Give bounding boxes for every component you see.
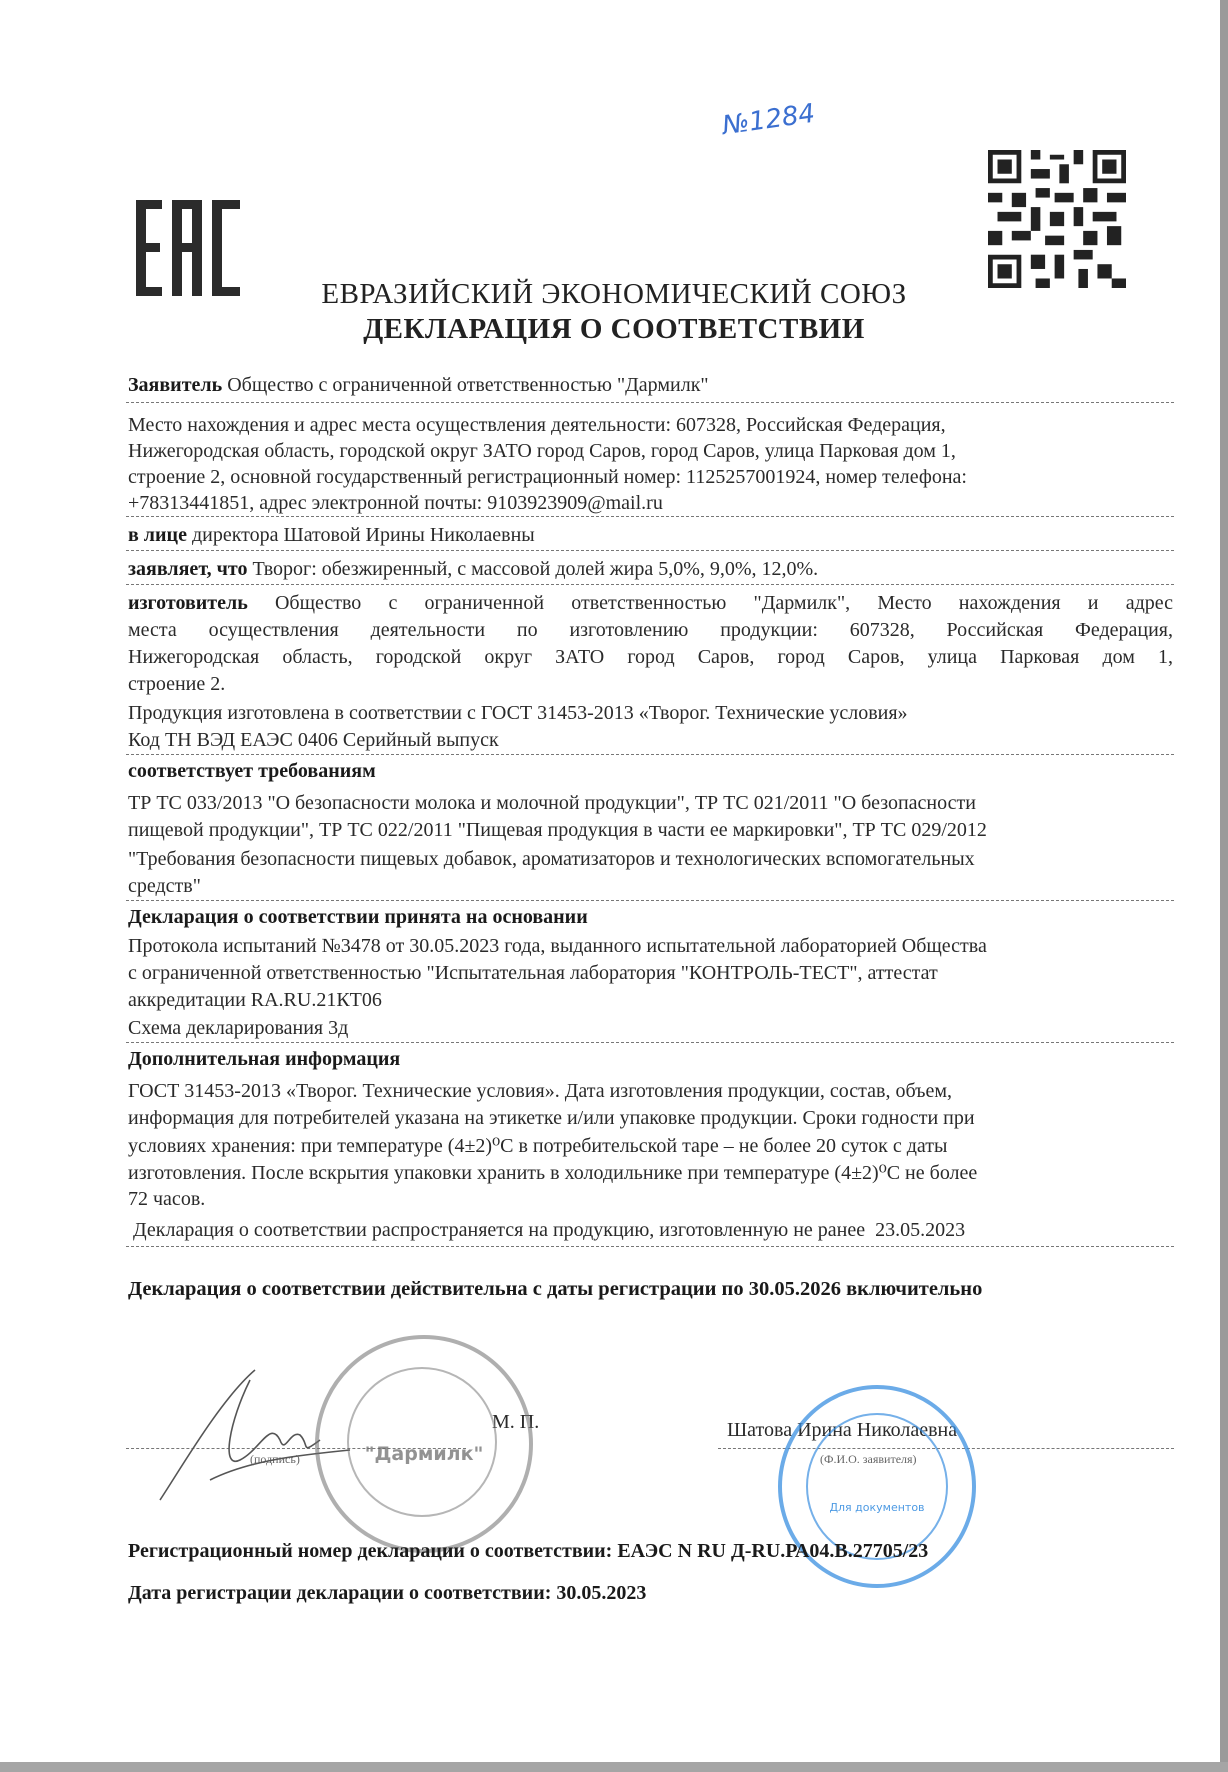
- divider: [126, 900, 1174, 901]
- stamp-place-mark: М. П.: [492, 1411, 540, 1433]
- divider: [126, 584, 1174, 585]
- represented-by-row: [128, 522, 1173, 548]
- requirements-line: пищевой продукции", ТР ТС 022/2011 "Пищевая продукция в части ее маркировки", ТР ТС 029/2012: [128, 819, 987, 841]
- divider: [126, 1246, 1174, 1247]
- represented-by-label: в лице: [128, 524, 187, 546]
- applies-to-products: Декларация о соответствии распространяется на продукцию, изготовленную не ранее 23.05.2023: [128, 1219, 966, 1241]
- additional-line: условиях хранения: при температуре (4±2)⁰С в потребительской таре – не более 20 суток с даты: [128, 1135, 948, 1157]
- declaration-scheme: Схема декларирования 3д: [128, 1017, 349, 1039]
- applicant-row: [128, 372, 1173, 398]
- seal-center-text: "Дармилк": [364, 1443, 484, 1465]
- divider: [126, 550, 1174, 551]
- declares-row: [128, 556, 1173, 582]
- basis-label: Декларация о соответствии принята на основании: [128, 906, 588, 928]
- divider: [126, 754, 1174, 755]
- divider: [126, 516, 1174, 517]
- additional-line: ГОСТ 31453-2013 «Творог. Технические условия». Дата изготовления продукции, состав, объем,: [128, 1080, 952, 1102]
- manufacturer-line: Общество с ограниченной ответственностью "Дармилк", Место нахождения и адрес: [274, 592, 1174, 614]
- registration-number-label: Регистрационный номер декларации о соответствии:: [128, 1540, 613, 1562]
- union-title: ЕВРАЗИЙСКИЙ ЭКОНОМИЧЕСКИЙ СОЮЗ: [321, 278, 907, 310]
- registration-date-label: Дата регистрации декларации о соответствии:: [128, 1582, 552, 1604]
- applicant-label: Заявитель: [128, 374, 223, 396]
- qr-code: [988, 150, 1126, 288]
- declares-value: Творог: обезжиренный, с массовой долей жира 5,0%, 9,0%, 12,0%.: [252, 558, 819, 580]
- manufacturer-line: строение 2.: [128, 673, 226, 695]
- requirements-line: ТР ТС 033/2013 "О безопасности молока и молочной продукции", ТР ТС 021/2011 "О безопасности: [128, 792, 976, 814]
- scan-edge-bottom: [0, 1762, 1228, 1772]
- registration-number-row: [128, 1538, 1173, 1564]
- requirements-line: "Требования безопасности пищевых добавок, ароматизаторов и технологических вспомогательных: [128, 848, 975, 870]
- divider: [126, 1042, 1174, 1043]
- company-seal-gray: [315, 1335, 533, 1553]
- blue-seal-center-text: Для документов: [829, 1501, 925, 1514]
- basis-line: аккредитации RA.RU.21КТ06: [128, 989, 382, 1011]
- manufacturer-row: [128, 590, 1173, 616]
- manufacturer-label: изготовитель: [128, 592, 248, 614]
- signature-caption: (подпись): [250, 1452, 300, 1466]
- requirements-line: средств": [128, 875, 201, 897]
- requirements-heading: [128, 758, 1173, 784]
- represented-by-value: директора Шатовой Ирины Николаевны: [191, 524, 535, 546]
- registration-date-row: [128, 1580, 1173, 1606]
- applicant-value: Общество с ограниченной ответственностью "Дармилк": [227, 374, 709, 396]
- manufacturer-standard: Продукция изготовлена в соответствии с ГОСТ 31453-2013 «Творог. Технические условия»: [128, 702, 908, 724]
- additional-label: Дополнительная информация: [128, 1048, 401, 1070]
- manufacturer-line: Нижегородская область, городской округ ЗАТО город Саров, город Саров, улица Парковая дом 1,: [128, 646, 1173, 668]
- document-title: ДЕКЛАРАЦИЯ О СООТВЕТСТВИИ: [363, 313, 865, 345]
- additional-line: изготовления. После вскрытия упаковки хранить в холодильнике при температуре (4±2)⁰С не более: [128, 1162, 978, 1184]
- additional-line: информация для потребителей указана на этикетке и/или упаковке продукции. Сроки годности при: [128, 1107, 975, 1129]
- handwritten-number: №1284: [720, 98, 817, 142]
- scan-edge-right: [1220, 0, 1228, 1772]
- applicant-address-line: Нижегородская область, городской округ ЗАТО город Саров, город Саров, улица Парковая дом 1,: [128, 440, 956, 462]
- basis-heading: [128, 904, 1173, 930]
- manufacturer-code: Код ТН ВЭД ЕАЭС 0406 Серийный выпуск: [128, 729, 499, 751]
- declares-label: заявляет, что: [128, 558, 248, 580]
- basis-line: Протокола испытаний №3478 от 30.05.2023 года, выданного испытательной лабораторией Общества: [128, 935, 987, 957]
- registration-date: 30.05.2023: [556, 1582, 647, 1604]
- validity-statement: Декларация о соответствии действительна с даты регистрации по 30.05.2026 включительно: [128, 1278, 983, 1300]
- registration-number: ЕАЭС N RU Д-RU.РА04.В.27705/23: [617, 1540, 929, 1562]
- signatory-name: Шатова Ирина Николаевна: [727, 1419, 958, 1441]
- manufacturer-line: места осуществления деятельности по изготовлению продукции: 607328, Российская Федерация,: [128, 619, 1173, 641]
- name-caption: (Ф.И.О. заявителя): [820, 1452, 917, 1466]
- requirements-label: соответствует требованиям: [128, 760, 376, 782]
- applicant-address-line: +78313441851, адрес электронной почты: 9103923909@mail.ru: [128, 492, 663, 514]
- divider: [126, 402, 1174, 403]
- applicant-address-line: Место нахождения и адрес места осуществления деятельности: 607328, Российская Федерация,: [128, 414, 946, 436]
- applicant-address-line: строение 2, основной государственный регистрационный номер: 1125257001924, номер телефона:: [128, 466, 967, 488]
- additional-line: 72 часов.: [128, 1188, 206, 1210]
- basis-line: с ограниченной ответственностью "Испытательная лаборатория "КОНТРОЛЬ-ТЕСТ", аттестат: [128, 962, 938, 984]
- additional-heading: [128, 1046, 1173, 1072]
